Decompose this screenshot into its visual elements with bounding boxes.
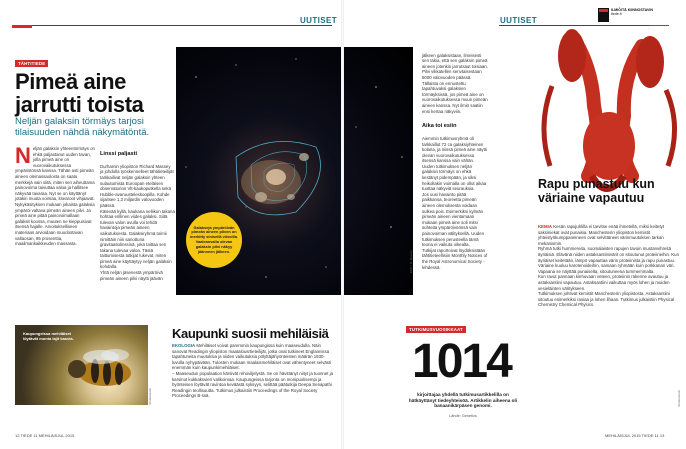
stat-kicker: TUTKIMUSVUOSIKKAAT (406, 326, 466, 333)
big-number: 1014 (412, 335, 511, 388)
sponsor-text: ILMIÖITÄ KIINNOSTAVIN tiede.fi (611, 8, 653, 17)
story2-body: EKOLOGIA Mehiläiset voivat paremmin kaupungissa kuin maaseudulla. Näin sanovat Readingin yliopiston maatalousrtieteilijät, jotka ovat tutkineet Englannissa tapahtuneita muutoksia ja niiden vaikutuksia pölyttäjähyönteisten määrän 1930-luvulla nyhypäivään. Tulosten mukaan maalaismehiläiset ovat vähentyneet selvästi enemmän kuin kaupunkimehiläiset. – Maaseudun populaation kärsivät rehoviljelystä. Se on hävittänyt niityt ja tuonnet ja karsinut kukkaksvien valikoimaa. Kaupungeissa tarjonta on monipuolisempi ja hyönteisen löytävät ravintoa keväästä syksyyn, selittää päätutkija Deepa Senapathi Readingin teollisuutta. Tutkimus julkaistiin Proceedings of the Royal Society Proceedings B-ssä. (172, 343, 334, 399)
bee-image (15, 325, 148, 405)
bee-credit: Shutterstock (148, 388, 152, 405)
story-column-3: jälkeen galaksistaan, ilmeisesti sen takia, että sen galaksin pimeä aineen jotenkin jarrutsaut toisiaan. Pilvi vikkatellen senvtaisestaan 5000 valovuoden päässä. Tällaista on ennustettu tapahtuvaksi galaksien törmäyksissä, jos pimeä aine on vuorovaikutuksessa muun pimeän aineen kanssa. Nyt ilmiö saatiin ensi kertaa näkyviin. Aika toi esiin Aiemmin tutkimusryhmä oli tarkkaillut 72 ca galaksiyhteinen kolaria, ja niissä pimeä aine näytti olevan vuorovaikutuksessa itsensä kanssa vain vähän. Uuden tutkimuksen neljän galaksin törmäys on ehkä kestänyt pidempään, ja siksi heikollakin voimalla on ollut aikaa tuottaa näkyviä seurauksia. Jos uusi havainto pitää paikkansa, teoreetta pimeän aineen olemuksesta voidaan sulkea pois. Esimerkiksi kylmän pimeän aineen vientamaan mukaan pimeä aine soli mitsi suhteita ympäröivöönsä vain painovoiman välityksellä. Uuden tutkimuksen perusteella tämä teoria ei vaikuta oikealta. Tutkijat raportoivat löydöksistään tähtitieteellisiin Monthly Notices of the Royal Astronomical Society -lehdessä. (422, 52, 488, 270)
bee-caption: Kaupungeissa mehiläiset löytävät monta lajit kasvia. (23, 331, 74, 341)
section-rule (32, 25, 332, 26)
story-column-2: Linssi paljasti Durhamin yliopiston Richard Massey ja johdolla työskennelleet tähtitieteilijät tarkkailivat neljän galaksin yhteen sulautumista Euroopan eteläisen observatorion Vlt-kaukoputkella sekä Hubble-avaruusteleskoopilla. Kohde sijaitsee 1,3 miljardin valovuoden päässä. Kätevää kyllä, kaukana neliikon takana hohtaa erillinen viides galaksi. Siitä tulevan valon avulla voi tehdä havaintoja pimeän aineen vaikutuksesta. Galaksiryhmä toimii nimittäin niin sanottuna gravitaatiolinssinä, joka taittaa sen takana tulevaa valoa. Tästä taittumisesta tutkijat lukevat, miten pimeä aine käyttäytyy neljän galaksin kohdalla. Yhtä neljän jäsenestä ympäröivä pimeän aineen pilvi näytti jäävän (100, 150, 175, 281)
left-footer: 12 TIEDE 11 MEHILÄISJUL 2015 (15, 433, 75, 438)
sponsor-box (598, 8, 678, 26)
lobster-headline: Rapu punastuu kun väriaine vapautuu (538, 177, 655, 205)
section-label: UUTISET (500, 16, 538, 25)
right-footer: MEHILÄISJUL 2015 TIEDE 11 13 (605, 433, 665, 438)
dropcap: N (15, 143, 31, 168)
photo-credit: ESO / R. Massey (409, 250, 413, 274)
story-deck: Neljän galaksin törmäys tarjosi tilaisuuden nähdä näkymätöntä. (15, 116, 150, 138)
photo-callout: Galakseja ympäröivän pimeän aineen pilven on merkitty sinisellä viivoilla. Vaaleanvalla olevan galaksin pilvi näkyy jäänneen jälkeen. (186, 212, 242, 268)
story-kicker: TÄHTITIEDE (15, 60, 48, 67)
story2-headline: Kaupunki suosii mehiläisiä (172, 326, 329, 341)
story-column-1: Neljän galaksin yhteentörmäys on ehkä paljastanut uuden tavan, jolla pimeä aine on vuorovaikutuksessa ympäristönsä kanssa. Tähän asti pimeän aineen olemassaolosta on saatu merkkejä vain siitä, miten sen aiheuttama painovoima taivuttaa valoa ja hallitsee näkyvää tavaraa. Nyt se on käyttänyt jotakin muuta voimaa, itsearoot vihjaavat. Nykykäsityksen mukaan jokaista galaksia ympäröi valtava pimeän aineen pilvi. Ja pimeä aine pitää painovoimallaan galaksit koossa, muuten ne kieppuisivat itsensä hajalle. Arvoitukselliseen materiaan arvioidaan muodostavan valtaosan, 85 prosenttia, maailmankaikkeuden massasta. (15, 143, 95, 247)
lobster-body: KEMIA Kesän rapujuhlilla ei tarvitse enää ihmetellä, miksi keitetyt saksiniekat ovat punaisia. Manchesterin yliopiston kemistit yhteistyökumppaneineen ovat selvittäneet värinmuutoksen tarkan mekanismin. Ryhmä tutki hummereita, suomalaisten rapujen tavoin mustanvihreitä äyriäisiä. Elävänä niiden astaksantiinivärit on sitoutunut proteiineihin. Kun äyriäiset keitetään, lämpö vapauttaa värin proteiinista ja rapu punastuu. Väriaine kuuluu karotenoideihin, samaan ryhmään kuin porkkanan väri. Vapaana se näyttää punaiselta, sitoutuneena tummemmalta. Kun ravut pannaan kiehuvaan veteen, proteiinin rakenne avautuu ja astaksantiini vapautuu. Astaksantiini vaikuttaa myös lohen ja muiden vesieläinten väritykseen. Tutkimuksen johtivat kemistit Manchesterin yliopistosta. Astaksantiini sitoutuu esimerkiksi rasiaa ja lohen lihaan. Tutkimus julkaistiin Physical Chemistry Chemical Physics. (538, 224, 680, 308)
lobster-image (532, 26, 686, 308)
stat-caption: kirjoittajaa yhdellä tutkimusartikkelilla on hätkäyttänyt tiedeyhteisöä. Artikkelin aiheena oli banaanikärpäsen genomi. (408, 392, 518, 409)
lobster-credit: Shutterstock (677, 390, 681, 407)
stat-source: Lähde: Genetics (449, 414, 477, 418)
section-label: UUTISET (300, 16, 338, 25)
section-marker (12, 25, 32, 28)
tiede-logo (598, 8, 609, 22)
story-headline: Pimeä aine jarrutti toista (15, 69, 144, 117)
